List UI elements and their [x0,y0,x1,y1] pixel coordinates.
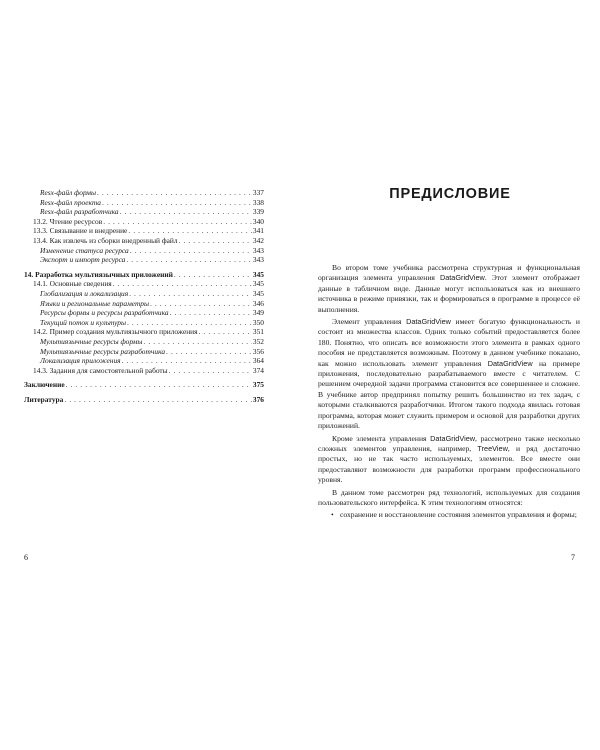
toc-leader-dots [166,347,252,357]
toc-entry-title: 14.1. Основные сведения [33,279,112,289]
technology-list [318,510,580,520]
toc-entry [24,198,264,208]
toc-entry-title: Локализация приложения [40,356,121,366]
toc-entry [24,207,264,217]
toc-leader-dots [129,289,252,299]
toc-leader-dots [150,299,252,309]
p2-text: Элемент управления [332,317,407,327]
paragraph-1 [318,263,580,315]
toc-entry-title: Ресурсы формы и ресурсы разработчика [40,308,169,318]
p3-term: DataGridView [430,433,476,443]
toc-entry [24,279,264,289]
toc-entry-page: 340 [252,216,264,226]
toc-entry-title: Заключение [24,380,65,390]
toc-entry-page: 337 [252,188,264,197]
toc-entry-title: Текущий поток и культуры [40,317,127,327]
toc-entry-title: Resx-файл формы [40,188,97,197]
toc-entry [24,308,264,318]
toc-leader-dots [120,207,252,217]
toc-leader-dots [179,236,252,246]
toc-entry-page: 375 [252,380,264,390]
toc-entry-title: Мультиязычные ресурсы разработчика [40,346,166,356]
p2-term: DataGridView [487,358,533,368]
toc-entry [24,255,264,265]
toc-entry-page: 343 [252,255,264,265]
toc-entry-page: 352 [252,336,264,346]
left-page-number: 6 [24,553,28,562]
toc-entry [24,327,264,337]
p3-text: , и ряд достаточно простых, но не так часто используемых, элементов. Все вместе они предоставляют возможности для разработки программ профессионального уровня. [318,443,581,485]
toc-entry-title: Языки и региональные параметры [40,298,150,308]
p1-text: . Этот элемент отображает данные в табличном виде. Данные могут использоваться как из внешнего источника в режиме привязки, так и формироваться в программе в процессе её выполнения. [318,273,580,314]
toc-leader-dots [103,217,252,227]
toc-entry-page: 338 [252,197,264,207]
toc-entry-page: 351 [252,327,264,337]
paragraph-2 [318,317,580,431]
toc-entry-title: 13.2. Чтение ресурсов [33,216,103,226]
toc-entry-page: 339 [252,207,264,217]
table-of-contents [24,188,264,404]
toc-entry-page: 364 [252,356,264,366]
toc-entry-page: 374 [252,365,264,375]
toc-entry-page: 345 [252,288,264,298]
toc-entry-title: 14. Разработка мультиязычных приложений [24,269,173,279]
toc-entry [24,217,264,227]
toc-entry-page: 345 [252,269,264,279]
toc-leader-dots [128,226,252,236]
toc-entry-page: 342 [252,235,264,245]
toc-entry [24,380,264,390]
toc-entry-title: 13.3. Связывание и внедрение [33,226,128,236]
p2-text: на примере приложения, последовательно разрабатываемого вместе с читателем. С решением очередной задачи программа становится все совершеннее и сложнее. В учебнике автор предпринял попытку решить большинство из тех задач, с которыми сталкиваются разработчики. Итогом такого подхода явилась готовая программа, которая может служить примером и основой для разработки других приложений. [318,358,581,431]
toc-entry [24,337,264,347]
p1-text: Во втором томе учебника рассмотрена структурная и функциональная организация элемента управления [318,263,580,283]
toc-entry-page: 376 [252,394,264,404]
toc-entry [24,188,264,198]
toc-leader-dots [169,366,252,376]
toc-leader-dots [102,198,252,208]
toc-entry-title: Экспорт и импорт ресурса [40,255,126,265]
toc-leader-dots [143,337,251,347]
toc-entry-page: 345 [252,279,264,289]
p3-text: Кроме элемента управления [332,433,431,443]
preface-title: ПРЕДИСЛОВИЕ [389,186,511,202]
toc-entry-page: 356 [252,346,264,356]
toc-leader-dots [127,318,252,328]
toc-leader-dots [174,270,252,280]
paragraph-4: В данном томе рассмотрен ряд технологий, используемых для создания пользовательского интерфейса. К этим технологиям относятся: [318,487,580,507]
p3-text: , рассмотрено также несколько сложных элементов управления, например, [318,433,580,453]
toc-entry [24,347,264,357]
toc-entry [24,356,264,366]
toc-leader-dots [97,188,252,198]
toc-entry [24,366,264,376]
toc-entry [24,318,264,328]
p2-text: имеет богатую функциональность и состоит из множества классов. Одних только событий предоставляется более 180. Понятно, что описать все возможности этого элемента в рамках одного пособия не представляется возможным. Поэтому в данном учебнике показано, как можно использовать элемент управления [318,317,580,368]
right-page-number: 7 [571,553,575,562]
toc-entry-page: 349 [252,308,264,318]
toc-leader-dots [126,255,252,265]
toc-entry-title: 13.4. Как извлечь из сборки внедренный файл [33,235,178,245]
toc-leader-dots [66,380,252,390]
toc-entry [24,226,264,236]
toc-entry [24,270,264,280]
toc-entry-title: Мультиязычные ресурсы формы [40,336,143,346]
toc-entry-title: Литература [24,394,64,404]
preface-body [318,263,580,521]
toc-entry [24,299,264,309]
right-page [300,0,600,750]
toc-entry-title: Resx-файл проекта [40,197,101,207]
toc-leader-dots [64,395,252,405]
toc-entry [24,395,264,405]
toc-entry-page: 343 [252,245,264,255]
list-item: • сохранение и восстановление состояния элементов управления и формы; [340,510,580,520]
toc-entry [24,289,264,299]
toc-entry-page: 350 [252,317,264,327]
toc-entry [24,236,264,246]
toc-leader-dots [199,327,252,337]
toc-entry-page: 346 [252,298,264,308]
toc-entry-title: Resx-файл разработчика [40,207,119,217]
toc-leader-dots [113,279,252,289]
toc-entry-title: 14.3. Задания для самостоятельной работы [33,365,168,375]
toc-leader-dots [122,356,252,366]
toc-entry-title: Изменение статуса ресурса [40,245,129,255]
toc-leader-dots [170,308,252,318]
p1-term: DataGridView [439,273,485,283]
toc-leader-dots [130,246,252,256]
p2-term: DataGridView [406,317,451,327]
toc-entry-page: 341 [252,226,264,236]
toc-entry [24,246,264,256]
p3-term: TreeView [477,443,508,453]
toc-entry-title: Глобализация и локализация [40,288,129,298]
paragraph-3 [318,434,580,486]
toc-entry-title: 14.2. Пример создания мультиязычного приложения [33,327,198,337]
